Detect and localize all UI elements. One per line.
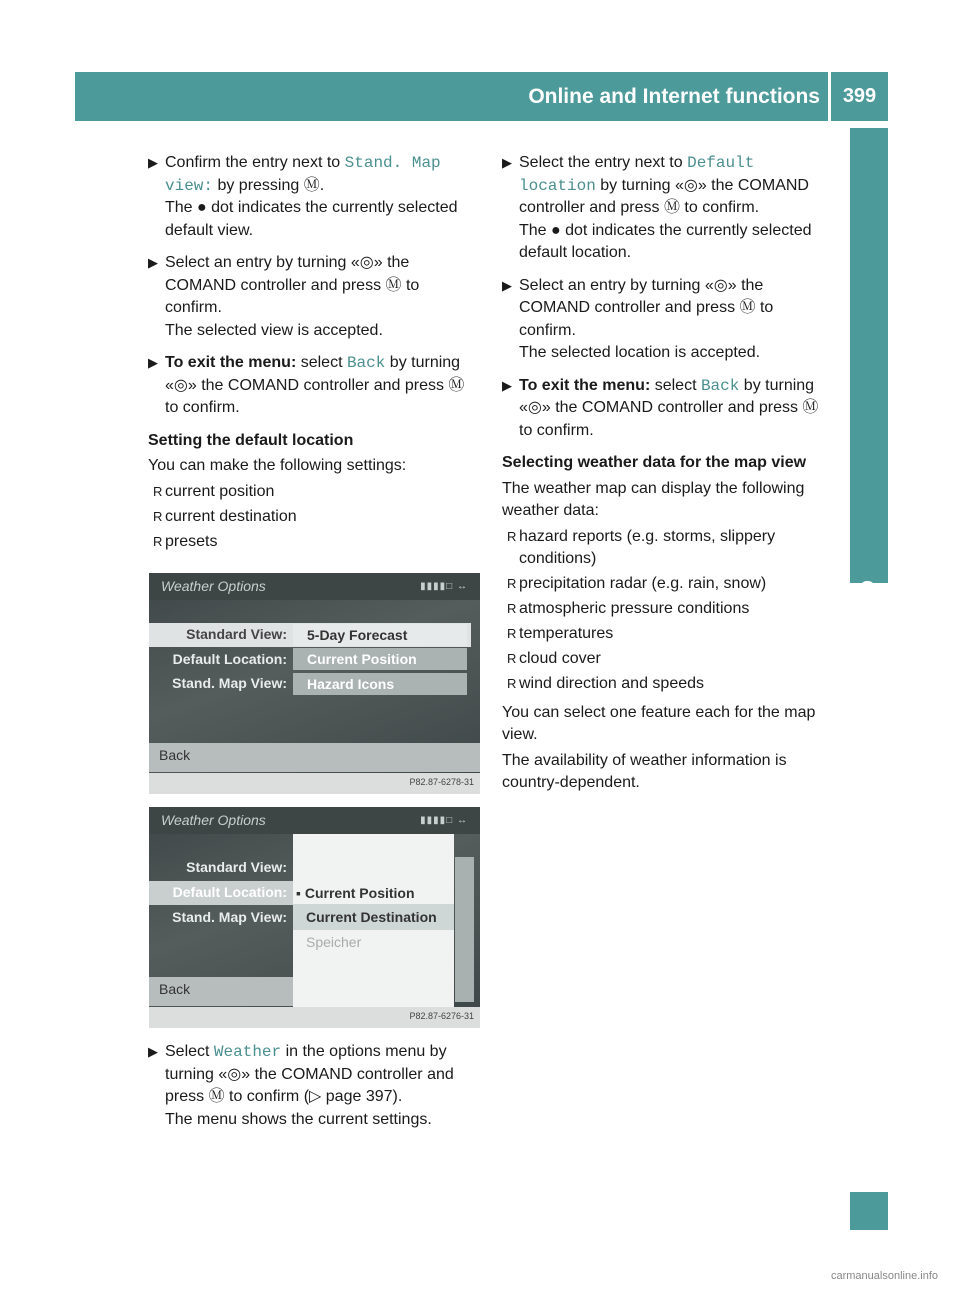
list-item: R temperatures xyxy=(507,625,614,642)
row-label: Default Location: xyxy=(172,651,287,667)
paragraph: You can select one feature each for the map view. xyxy=(502,703,816,743)
scrollbar[interactable] xyxy=(455,857,474,1002)
paragraph: The weather map can display the following weather data: xyxy=(502,479,805,519)
instruction-step: ▶ To exit the menu: select Back by turning «◎» the COMAND controller and press Ⓜ to confirm. xyxy=(148,354,465,416)
back-button[interactable]: Back xyxy=(159,747,191,763)
menu-item-ref: location xyxy=(519,176,596,195)
back-bar[interactable] xyxy=(149,977,293,1006)
section-title: Online and Internet functions xyxy=(528,85,820,108)
default-location-screenshot xyxy=(149,807,480,1028)
row-value[interactable]: Current Position xyxy=(293,648,467,670)
screen-title: Weather Options xyxy=(161,578,266,594)
menu-item-ref: Back xyxy=(700,376,740,395)
menu-item-ref: Back xyxy=(346,354,386,372)
instruction-step: ▶ Select an entry by turning «◎» the COMAND controller and press Ⓜ to confirm. The selected view is accepted. xyxy=(148,254,420,339)
row-label: Stand. Map View: xyxy=(172,909,287,925)
row-value[interactable]: Hazard Icons xyxy=(293,673,467,695)
step-note: The ● dot indicates the currently selected default view. xyxy=(165,199,458,239)
step-arrow-icon: ▶ xyxy=(148,255,158,270)
list-item: R current destination xyxy=(153,507,297,525)
list-item: R cloud cover xyxy=(507,650,601,667)
menu-item-ref: Weather xyxy=(213,1043,282,1061)
back-bar[interactable] xyxy=(149,743,480,772)
image-caption-bar xyxy=(149,1007,480,1028)
step-arrow-icon: ▶ xyxy=(502,377,512,393)
paragraph: The availability of weather information is country-dependent. xyxy=(502,751,787,791)
section-heading: Selecting weather data for the map view xyxy=(502,454,807,471)
side-tab-label: COMAND xyxy=(857,580,880,670)
side-block xyxy=(850,1192,888,1230)
row-label: Standard View: xyxy=(186,626,287,642)
image-code: P82.87-6278-31 xyxy=(409,777,474,787)
bullet-list xyxy=(148,481,480,554)
step-arrow-icon: ▶ xyxy=(502,155,512,170)
left-column-bottom xyxy=(148,1041,480,1141)
row-value[interactable]: 5-Day Forecast xyxy=(293,624,467,646)
watermark: carmanualsonline.info xyxy=(830,1270,938,1282)
menu-item-ref: Stand. Map xyxy=(344,154,441,172)
page-number: 399 xyxy=(842,85,877,107)
dropdown-option[interactable]: ▪ Current Position xyxy=(296,885,415,901)
step-arrow-icon: ▶ xyxy=(148,1044,158,1059)
list-item: R current position xyxy=(153,482,275,500)
step-arrow-icon: ▶ xyxy=(148,355,158,370)
image-caption-bar xyxy=(149,773,480,794)
row-label: Default Location: xyxy=(172,884,287,900)
instruction-step: ▶ Select an entry by turning «◎» the COMAND controller and press Ⓜ to confirm. The selected location is accepted. xyxy=(502,276,774,361)
instruction-step: ▶ Confirm the entry next to Stand. Map view: by pressing Ⓜ. The ● dot indicates the currently selected default view. xyxy=(148,154,458,239)
weather-options-screenshot xyxy=(149,573,480,794)
left-column xyxy=(148,152,480,559)
step-note: The selected location is accepted. xyxy=(519,344,761,361)
instruction-step: ▶ To exit the menu: select Back by turning «◎» the COMAND controller and press Ⓜ to confirm. xyxy=(502,376,819,439)
list-item: R wind direction and speeds xyxy=(507,675,705,692)
row-label: Stand. Map View: xyxy=(172,675,287,691)
dropdown-option[interactable]: Current Destination xyxy=(306,909,437,925)
step-note: The menu shows the current settings. xyxy=(165,1110,432,1128)
paragraph: You can make the following settings: xyxy=(148,457,407,474)
list-item: R hazard reports (e.g. storms, slippery conditions) xyxy=(507,527,776,567)
page-header xyxy=(75,72,888,121)
back-button[interactable]: Back xyxy=(159,981,191,997)
list-item: R precipitation radar (e.g. rain, snow) xyxy=(507,575,767,592)
right-column xyxy=(502,152,834,798)
step-arrow-icon: ▶ xyxy=(502,277,512,293)
screen-title: Weather Options xyxy=(161,812,266,828)
dropdown-option[interactable]: Speicher xyxy=(306,934,362,950)
menu-item-ref: Default xyxy=(687,154,755,172)
image-code: P82.87-6276-31 xyxy=(409,1011,474,1021)
instruction-step: ▶ Select Weather in the options menu by turning «◎» the COMAND controller and press Ⓜ to confirm (▷ page 397). The menu shows the current settings. xyxy=(148,1043,454,1128)
instruction-step: ▶ Select the entry next to Default location by turning «◎» the COMAND controller and press Ⓜ to confirm. The ● dot indicates the currently selected default location. xyxy=(502,154,812,261)
row-label: Standard View: xyxy=(186,859,287,875)
side-tab xyxy=(850,128,888,670)
signal-status-icon: ▮▮▮▮□ ↔ xyxy=(420,815,468,826)
list-item: R presets xyxy=(153,532,218,550)
step-note: The ● dot indicates the currently selected default location. xyxy=(519,221,812,261)
section-heading: Setting the default location xyxy=(148,431,354,449)
step-note: The selected view is accepted. xyxy=(165,321,383,339)
list-item: R atmospheric pressure conditions xyxy=(507,600,750,617)
bullet-list xyxy=(502,526,834,696)
step-arrow-icon: ▶ xyxy=(148,155,158,170)
signal-status-icon: ▮▮▮▮□ ↔ xyxy=(420,581,468,592)
menu-item-ref: view: xyxy=(165,176,214,195)
